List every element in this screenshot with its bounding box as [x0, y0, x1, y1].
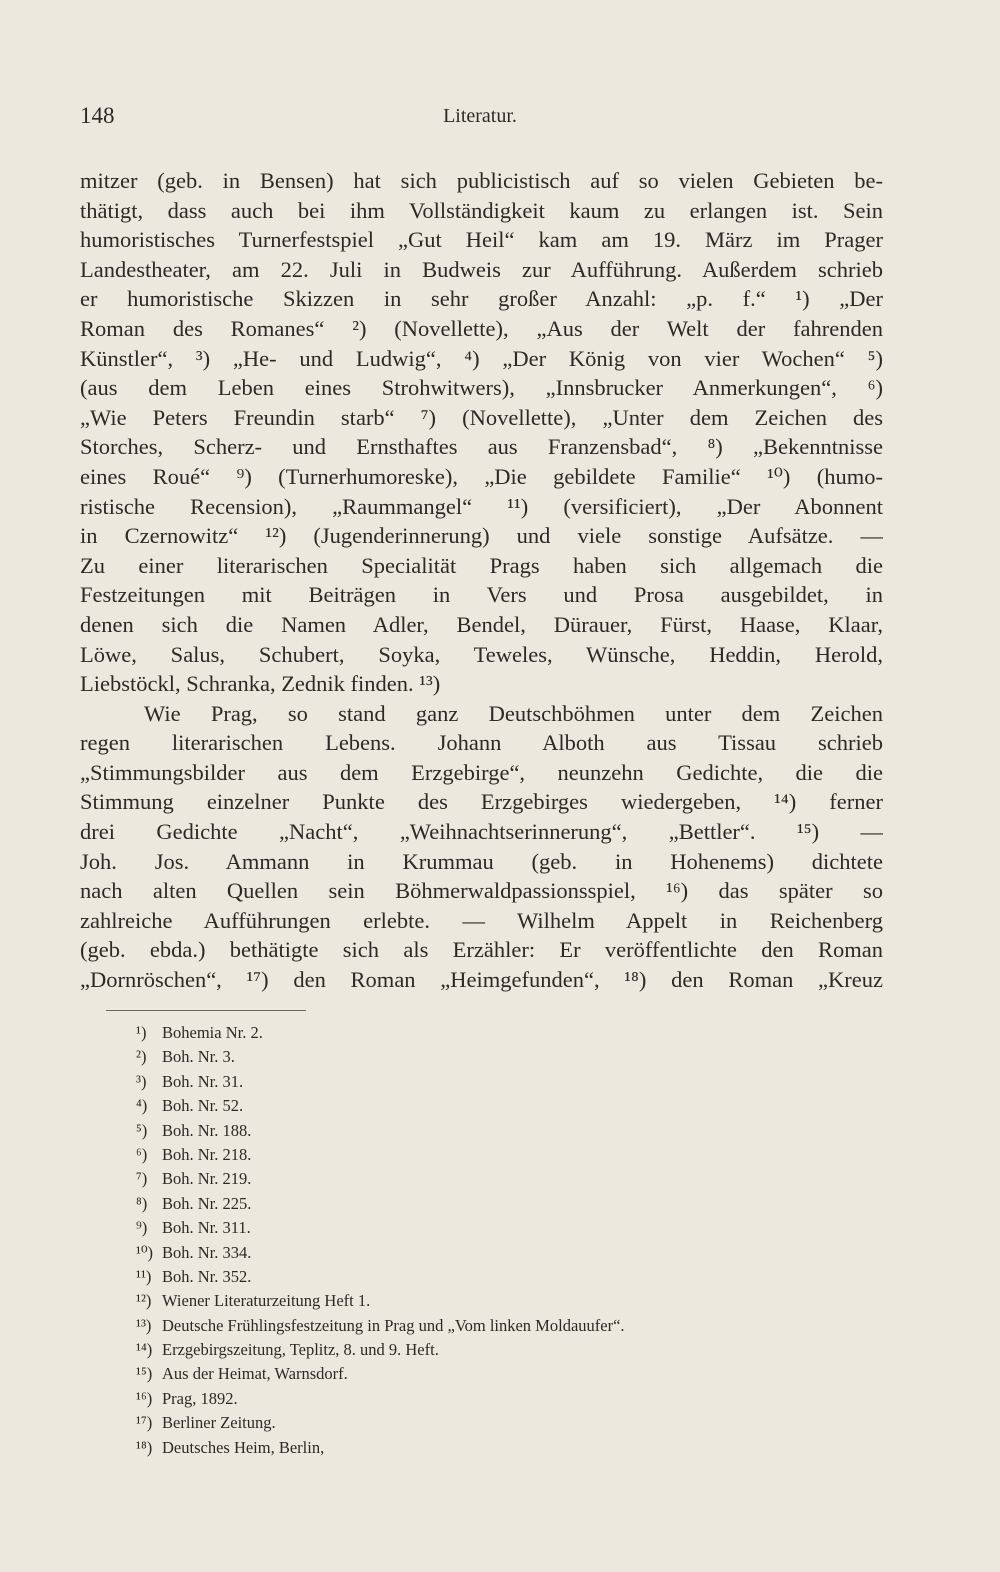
text-line: er humoristische Skizzen in sehr großer Anzahl: „p. f.“ ¹) „Der	[80, 286, 883, 312]
footnote-number: ¹⁴)	[136, 1340, 153, 1360]
footnote-text: Deutsches Heim, Berlin,	[162, 1437, 325, 1457]
footnote	[136, 1241, 856, 1265]
footnote-text: Boh. Nr. 3.	[162, 1047, 235, 1067]
footnote	[136, 1387, 856, 1411]
footnote	[136, 1362, 856, 1386]
text-line: (aus dem Leben eines Strohwitwers), „Innsbrucker Anmerkungen“, ⁶)	[80, 375, 883, 401]
footnote-text: Erzgebirgszeitung, Teplitz, 8. und 9. Heft.	[162, 1340, 439, 1360]
footnote	[136, 1436, 856, 1460]
footnote-number: ¹⁵)	[136, 1364, 153, 1384]
footnote	[136, 1338, 856, 1362]
footnote-number: ⁶)	[136, 1144, 148, 1164]
footnote-text: Wiener Literaturzeitung Heft 1.	[162, 1291, 371, 1311]
text-line: Zu einer literarischen Specialität Prags haben sich allgemach die	[80, 552, 883, 578]
footnote	[136, 1265, 856, 1289]
text-line: in Czernowitz“ ¹²) (Jugenderinnerung) und viele sonstige Aufsätze. —	[80, 523, 883, 549]
footnote-text: Deutsche Frühlingsfestzeitung in Prag und „Vom linken Moldauufer“.	[162, 1315, 625, 1335]
text-line: regen literarischen Lebens. Johann Alboth aus Tissau schrieb	[80, 730, 883, 756]
footnote	[136, 1289, 856, 1313]
text-line: Storches, Scherz- und Ernsthaftes aus Franzensbad“, ⁸) „Bekenntnisse	[80, 434, 883, 460]
text-line: thätigt, dass auch bei ihm Vollständigkeit kaum zu erlangen ist. Sein	[80, 197, 883, 223]
footnote-number: ¹⁰)	[136, 1242, 154, 1262]
footnote	[136, 1045, 856, 1069]
footnote-number: ⁸)	[136, 1193, 148, 1213]
footnote-number: ⁴)	[136, 1096, 148, 1116]
text-line: Joh. Jos. Ammann in Krummau (geb. in Hohenems) dichtete	[80, 848, 883, 874]
text-line: drei Gedichte „Nacht“, „Weihnachtserinnerung“, „Bettler“. ¹⁵) —	[80, 819, 883, 845]
footnote-number: ¹⁶)	[136, 1388, 153, 1408]
text-line: Festzeitungen mit Beiträgen in Vers und Prosa ausgebildet, in	[80, 582, 883, 608]
text-line: Künstler“, ³) „He- und Ludwig“, ⁴) „Der König von vier Wochen“ ⁵)	[80, 345, 883, 371]
footnote-number: ¹⁷)	[136, 1413, 153, 1433]
footnote	[136, 1070, 856, 1094]
footnote-text: Boh. Nr. 352.	[162, 1266, 252, 1286]
footnote-text: Aus der Heimat, Warnsdorf.	[162, 1364, 348, 1384]
footnote-text: Prag, 1892.	[162, 1388, 238, 1408]
footnote-text: Boh. Nr. 52.	[162, 1096, 244, 1116]
text-line: Wie Prag, so stand ganz Deutschböhmen unter dem Zeichen	[144, 700, 883, 726]
footnote	[136, 1216, 856, 1240]
page-header	[80, 103, 880, 135]
footnote	[136, 1192, 856, 1216]
footnote-text: Boh. Nr. 225.	[162, 1193, 252, 1213]
text-line: (geb. ebda.) bethätigte sich als Erzähler: Er veröffentlichte den Roman	[80, 937, 883, 963]
text-line: eines Roué“ ⁹) (Turnerhumoreske), „Die gebildete Familie“ ¹⁰) (humo-	[80, 463, 883, 489]
body-text	[80, 166, 883, 995]
footnote-number: ⁷)	[136, 1169, 148, 1189]
footnote	[136, 1021, 856, 1045]
footnote	[136, 1167, 856, 1191]
text-line: nach alten Quellen sein Böhmerwaldpassionsspiel, ¹⁶) das später so	[80, 878, 883, 904]
footnote-text: Boh. Nr. 31.	[162, 1071, 244, 1091]
text-line: „Stimmungsbilder aus dem Erzgebirge“, neunzehn Gedichte, die die	[80, 759, 883, 785]
running-head: Literatur.	[443, 105, 517, 127]
footnote-number: ⁵)	[136, 1120, 148, 1140]
text-line: Löwe, Salus, Schubert, Soyka, Teweles, Wünsche, Heddin, Herold,	[80, 641, 883, 667]
footnote-number: ¹²)	[136, 1291, 152, 1311]
footnote-text: Bohemia Nr. 2.	[162, 1023, 263, 1042]
text-line: Stimmung einzelner Punkte des Erzgebirges wiedergeben, ¹⁴) ferner	[80, 789, 883, 815]
footnotes	[136, 1021, 856, 1460]
footnote-text: Berliner Zeitung.	[162, 1413, 276, 1433]
footnote-text: Boh. Nr. 334.	[162, 1242, 252, 1262]
text-line: „Wie Peters Freundin starb“ ⁷) (Novellette), „Unter dem Zeichen des	[80, 404, 883, 430]
footnote-text: Boh. Nr. 218.	[162, 1144, 252, 1164]
footnote	[136, 1314, 856, 1338]
text-line: zahlreiche Aufführungen erlebte. — Wilhelm Appelt in Reichenberg	[80, 907, 883, 933]
text-line: „Dornröschen“, ¹⁷) den Roman „Heimgefunden“, ¹⁸) den Roman „Kreuz	[80, 967, 883, 993]
footnote-text: Boh. Nr. 188.	[162, 1120, 252, 1140]
text-line: Landestheater, am 22. Juli in Budweis zur Aufführung. Außerdem schrieb	[80, 256, 883, 282]
footnote-separator	[106, 1010, 306, 1011]
footnote-number: ⁹)	[136, 1218, 148, 1238]
text-line: ristische Recension), „Raummangel“ ¹¹) (versificiert), „Der Abonnent	[80, 493, 883, 519]
footnote-number: ²)	[136, 1047, 147, 1067]
footnote-text: Boh. Nr. 311.	[162, 1218, 251, 1238]
footnote-number: ¹)	[136, 1023, 147, 1042]
footnote-text: Boh. Nr. 219.	[162, 1169, 252, 1189]
footnote-number: ¹³)	[136, 1315, 152, 1335]
text-line: Roman des Romanes“ ²) (Novellette), „Aus der Welt der fahrenden	[80, 315, 883, 341]
footnote-number: ³)	[136, 1071, 147, 1091]
text-line: denen sich die Namen Adler, Bendel, Dürauer, Fürst, Haase, Klaar,	[80, 611, 883, 637]
text-line: Liebstöckl, Schranka, Zednik finden. ¹³)	[80, 671, 441, 697]
footnote	[136, 1094, 856, 1118]
text-line: mitzer (geb. in Bensen) hat sich publicistisch auf so vielen Gebieten be-	[80, 168, 883, 193]
footnote	[136, 1143, 856, 1167]
footnote-number: ¹⁸)	[136, 1437, 153, 1457]
text-line: humoristisches Turnerfestspiel „Gut Heil“ kam am 19. März im Prager	[80, 227, 883, 253]
footnote	[136, 1119, 856, 1143]
page-number: 148	[80, 103, 115, 128]
footnote	[136, 1411, 856, 1435]
footnote-number: ¹¹)	[136, 1266, 152, 1286]
